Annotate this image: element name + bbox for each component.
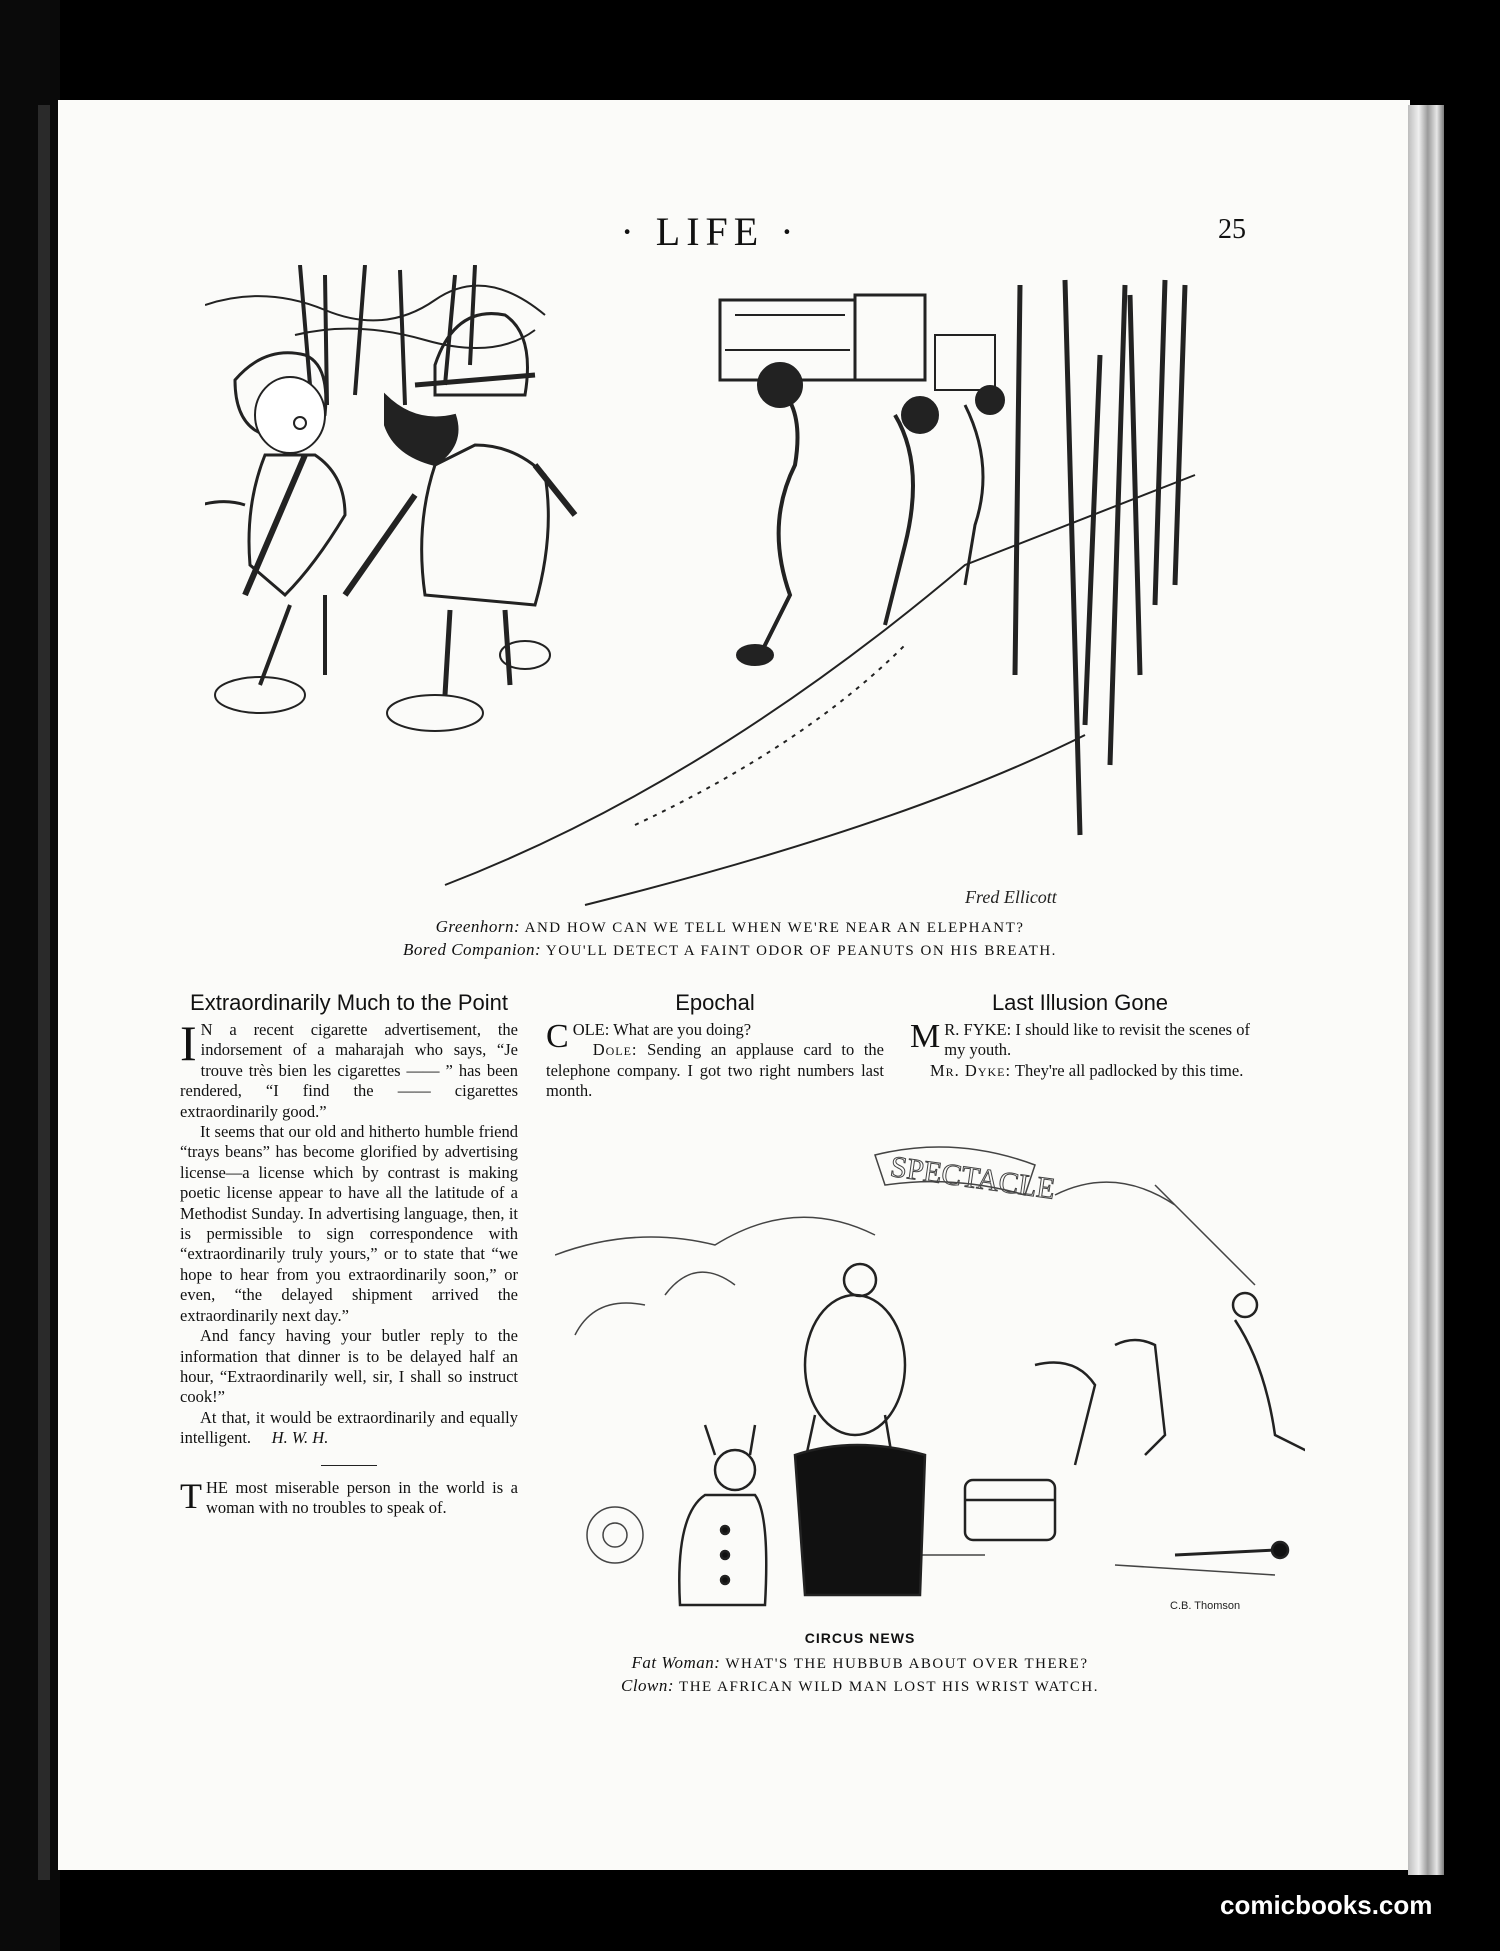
caption-line <box>560 1652 1160 1675</box>
top-cartoon-caption <box>320 916 1140 962</box>
caption-speaker: Clown: <box>620 1676 675 1695</box>
drop-cap: C <box>546 1018 569 1055</box>
article-last-illusion <box>910 988 1250 1081</box>
caption-text: WHAT'S THE HUBBUB ABOUT OVER THERE? <box>725 1656 1089 1672</box>
drop-cap: I <box>180 1015 197 1071</box>
dialogue-line: R. FYKE: I should like to revisit the scenes of my youth. <box>944 1020 1250 1060</box>
caption-line <box>560 1675 1160 1698</box>
spine <box>38 105 50 1880</box>
article-title: Extraordinarily Much to the Point <box>190 990 508 1015</box>
caption-line <box>320 939 1140 962</box>
paragraph-text: At that, it would be extraordinarily and equally intelligent. <box>180 1407 518 1448</box>
drop-cap: M <box>910 1018 941 1055</box>
divider <box>321 1465 377 1466</box>
top-cartoon-signature: Fred Ellicott <box>965 887 1057 907</box>
dialogue-line: They're all padlocked by this time. <box>1014 1060 1244 1080</box>
dialogue-line: Sending an applause card to the telephone company. I got two right numbers last month. <box>546 1040 884 1101</box>
caption-text: AND HOW CAN WE TELL WHEN WE'RE NEAR AN ELEPHANT? <box>524 920 1025 936</box>
circus-caption <box>560 1652 1160 1698</box>
caption-speaker: Greenhorn: <box>435 917 521 936</box>
speaker: Mr. Dyke: <box>930 1060 1012 1080</box>
author-initials: H. W. H. <box>271 1428 329 1448</box>
caption-text: YOU'LL DETECT A FAINT ODOR OF PEANUTS ON HIS BREATH. <box>545 943 1057 959</box>
speaker: Dole: <box>592 1040 638 1060</box>
circus-sign-text: SPECTACLE <box>888 1150 1058 1206</box>
drop-cap: T <box>180 1475 202 1516</box>
article-extraordinarily <box>180 988 518 1518</box>
paragraph: N a recent cigarette advertisement, the indorsement of a maharajah who says, “Je trouve très bien les cigarettes —— ” has been rendered, “I find the —— cigarettes extraordinarily good.” <box>180 1020 518 1121</box>
circus-cartoon <box>555 1135 1305 1620</box>
paragraph <box>180 1408 518 1449</box>
caption-speaker: Fat Woman: <box>631 1653 721 1672</box>
masthead: · LIFE · <box>620 209 800 254</box>
circus-cartoon-signature: C.B. Thomson <box>1170 1600 1241 1612</box>
watermark: comicbooks.com <box>1220 1890 1433 1920</box>
paragraph: It seems that our old and hitherto humble friend “trays beans” has become glorified by advertising license—a license which by contrast is making poetic license appear to have all the latitude of a Methodist Sunday. In advertising language, then, it is permissible to sign correspondence with “extraordinarily truly yours,” or to state that “we hope to hear from you extraordinarily soon,” or even, “the delayed shipment arrived the extraordinarily next day.” <box>180 1122 518 1325</box>
dialogue-line: OLE: What are you doing? <box>572 1020 752 1039</box>
page-edge <box>1408 105 1444 1875</box>
caption-line <box>320 916 1140 939</box>
caption-text: THE AFRICAN WILD MAN LOST HIS WRIST WATCH. <box>679 1679 1099 1695</box>
paragraph: And fancy having your butler reply to the information that dinner is to be delayed half an hour, “Extraordinarily well, sir, I shall so instruct cook!” <box>180 1326 518 1407</box>
article-title: Last Illusion Gone <box>991 990 1169 1015</box>
article-epochal <box>546 988 884 1102</box>
binding-shadow <box>0 0 60 1951</box>
circus-title: CIRCUS NEWS <box>804 1630 916 1646</box>
safari-cartoon <box>205 265 1205 910</box>
article-title: Epochal <box>675 990 755 1015</box>
page-number: 25 <box>1218 214 1246 245</box>
caption-speaker: Bored Companion: <box>403 940 542 959</box>
paragraph: HE most miserable person in the world is a woman with no troubles to speak of. <box>206 1477 518 1517</box>
